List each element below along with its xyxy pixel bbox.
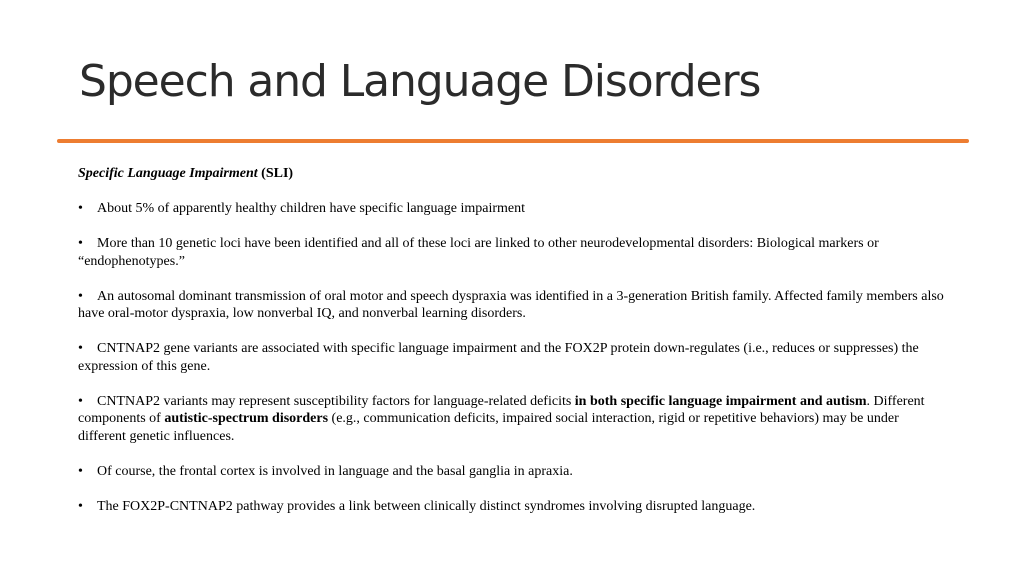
heading-term: Specific Language Impairment — [78, 166, 258, 181]
bullet-item — [78, 498, 948, 516]
bullet-mark: • — [78, 288, 83, 304]
bullet-item — [78, 340, 948, 375]
bullet-text: More than 10 genetic loci have been identified and all of these loci are linked to other neurodevelopmental disorders: Biological markers or “endophenotypes.” — [78, 236, 879, 269]
bullet-mark: • — [78, 463, 83, 479]
bullet-text: Of course, the frontal cortex is involved in language and the basal ganglia in apraxia. — [97, 463, 573, 479]
bullet-text-part: CNTNAP2 variants may represent susceptibility factors for language-related deficits — [97, 393, 575, 409]
slide-title: Speech and Language Disorders — [79, 56, 761, 107]
bullet-text-part: (e.g., communication deficits, impaired social interaction, rigid or repetitive behaviors) may be under different genetic influences. — [78, 411, 899, 444]
bullet-mark: • — [78, 498, 83, 514]
bullet-text-part: . Different components of — [78, 393, 925, 426]
slide-body — [78, 165, 948, 533]
bullet-text: About 5% of apparently healthy children have specific language impairment — [97, 201, 526, 216]
section-heading — [78, 165, 948, 183]
bullet-mark: • — [78, 236, 83, 251]
bullet-text: CNTNAP2 gene variants are associated with specific language impairment and the FOX2P protein down-regulates (i.e., reduces or suppresses) the expression of this gene. — [78, 341, 919, 374]
bullet-text: The FOX2P-CNTNAP2 pathway provides a link between clinically distinct syndromes involving disrupted language. — [97, 498, 756, 514]
bullet-item — [78, 288, 948, 323]
bullet-text: An autosomal dominant transmission of oral motor and speech dyspraxia was identified in a 3-generation British family. Affected family members also have oral-motor dyspraxia, low nonverbal IQ, and nonverbal learning disorders. — [78, 288, 944, 321]
bullet-mark: • — [78, 393, 83, 409]
bullet-item — [78, 235, 948, 270]
bullet-item — [78, 463, 948, 481]
bullet-emphasis: autistic-spectrum disorders — [164, 411, 329, 426]
bullet-mark: • — [78, 341, 83, 356]
bullet-item — [78, 200, 948, 218]
title-divider — [57, 139, 969, 143]
heading-abbrev: (SLI) — [261, 166, 294, 181]
bullet-item — [78, 393, 948, 446]
bullet-mark: • — [78, 201, 83, 216]
bullet-emphasis: in both specific language impairment and autism — [574, 393, 867, 409]
